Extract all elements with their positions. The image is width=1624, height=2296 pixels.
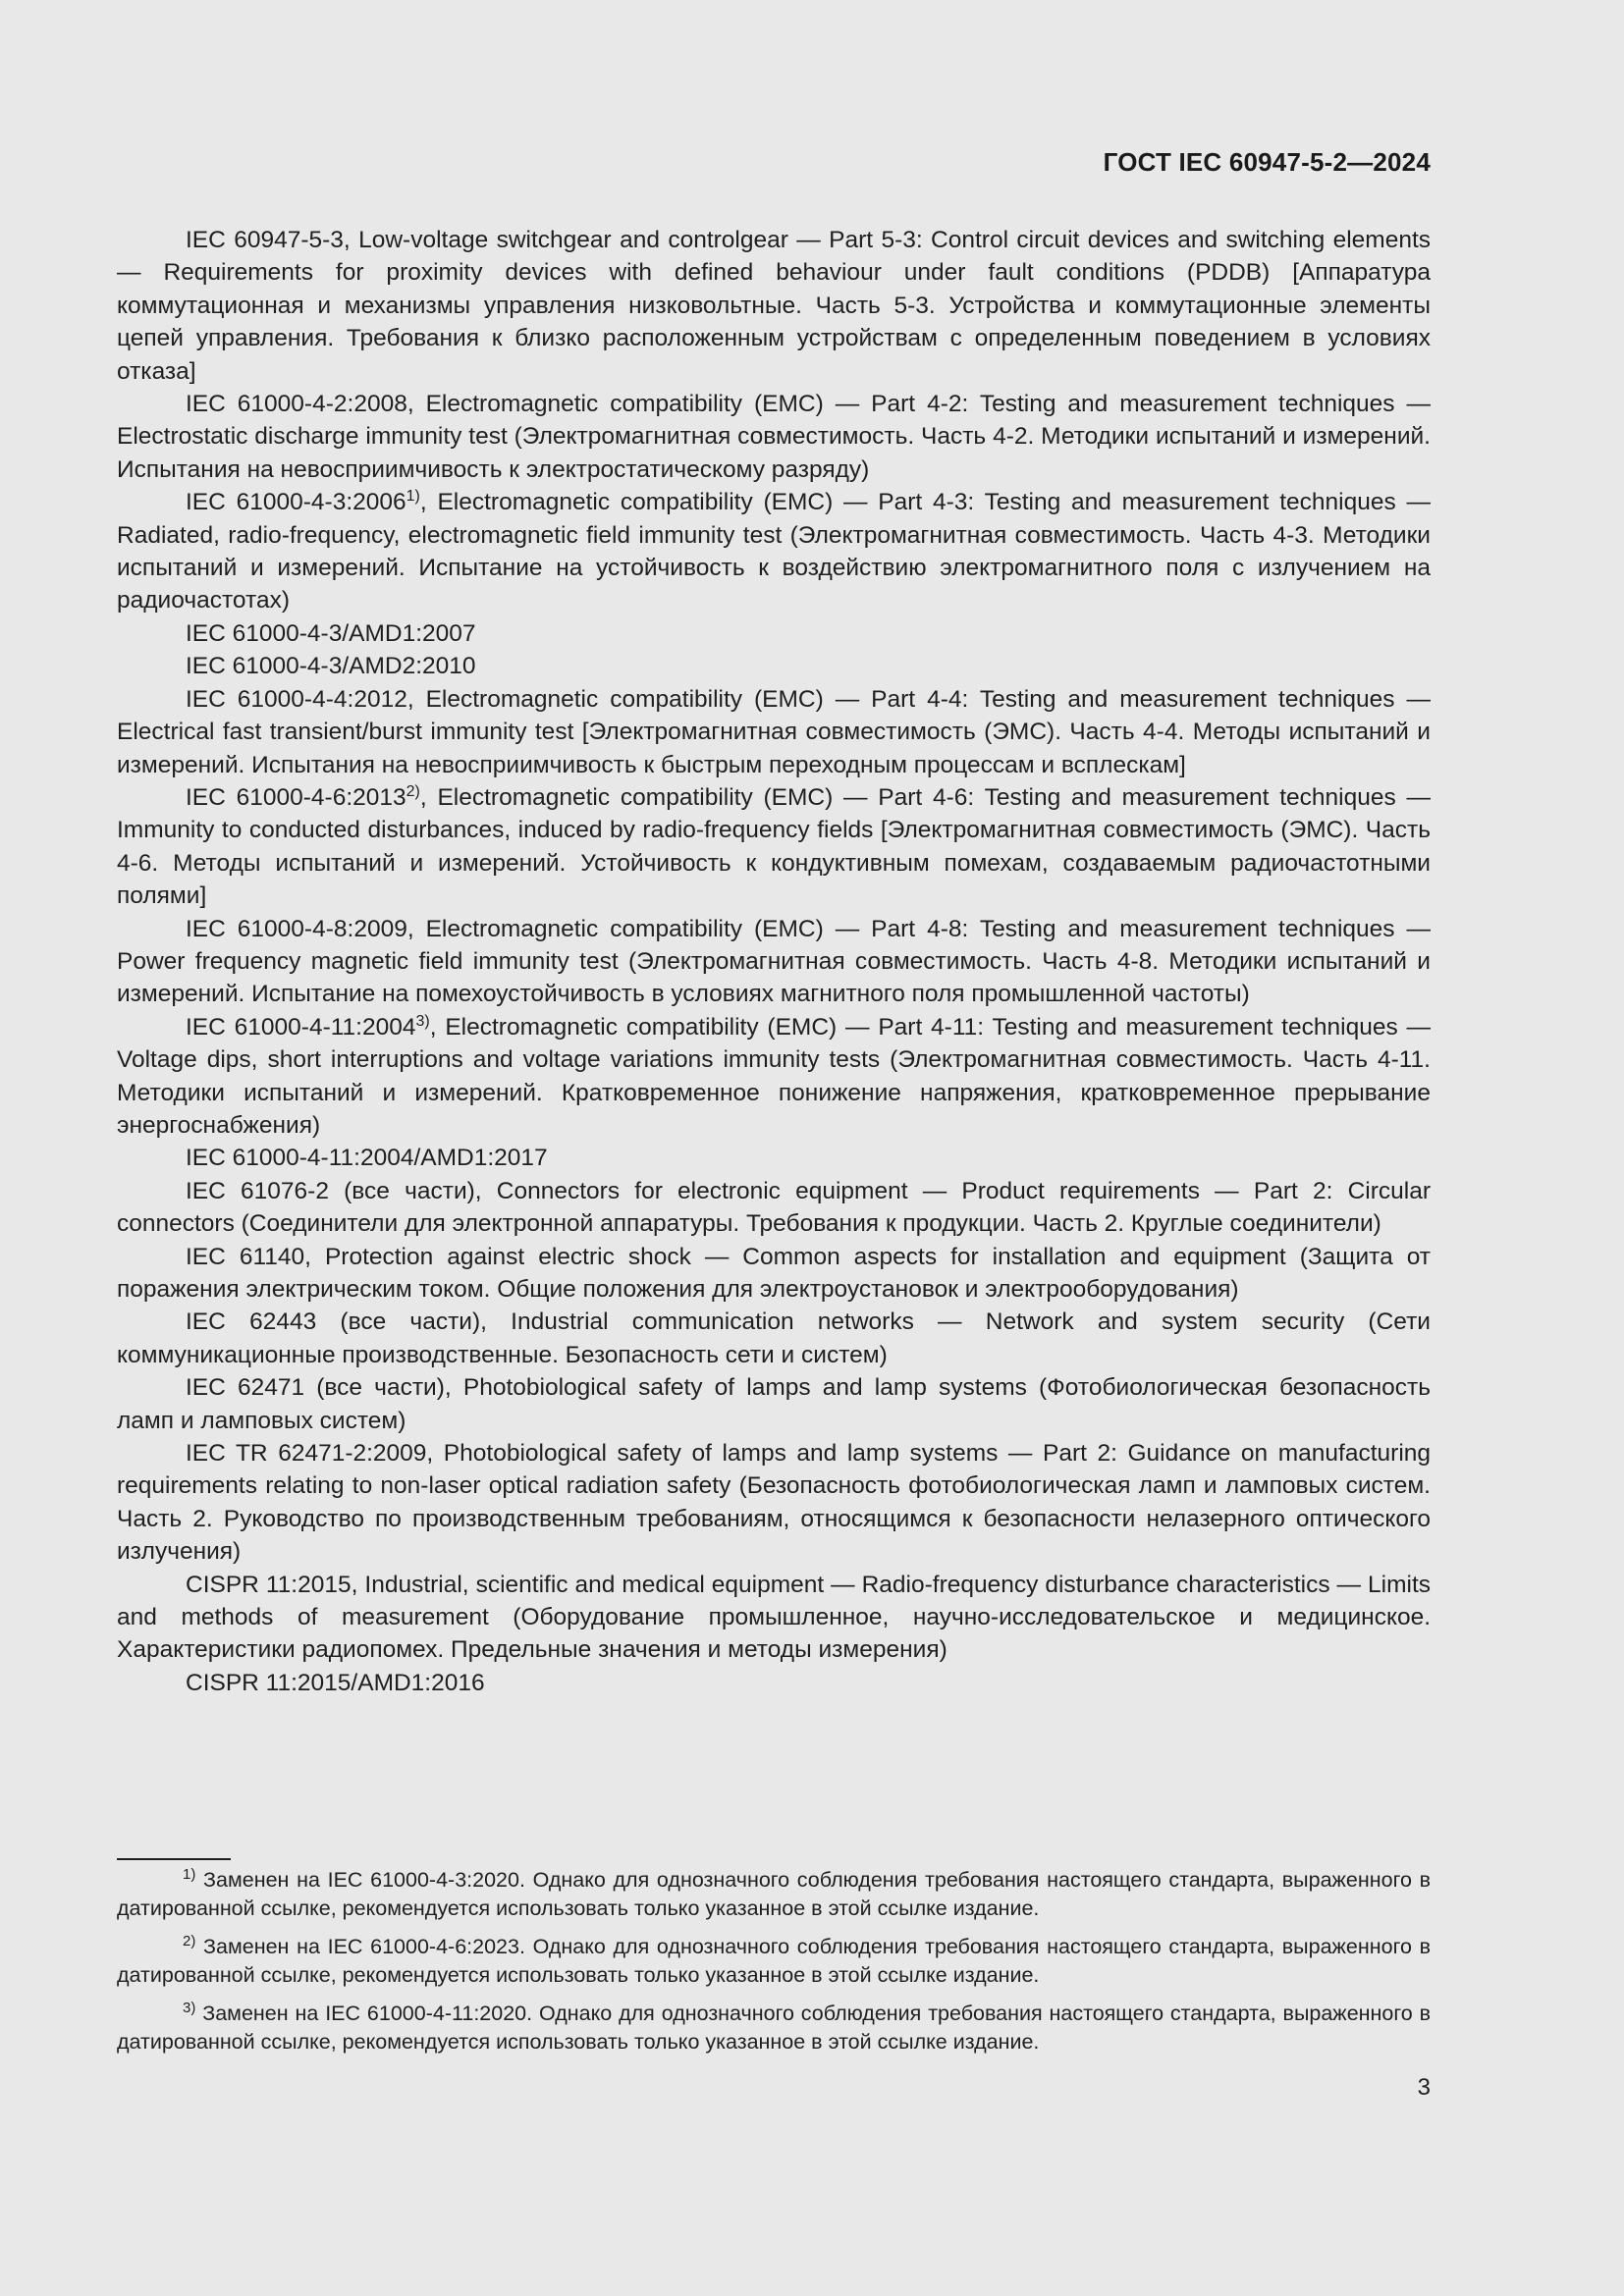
- page-header: ГОСТ IEC 60947-5-2—2024: [1103, 147, 1431, 177]
- reference-code: IEC 61000-4-3/AMD2:2010: [186, 653, 476, 680]
- reference-code: IEC 61000-4-6:2013: [186, 783, 406, 811]
- reference-code: IEC 61000-4-3:2006: [186, 489, 406, 516]
- reference-code: IEC 62443 (все части),: [186, 1308, 487, 1336]
- footnote-3: [117, 2000, 1431, 2056]
- footnote-text: Заменен на IEC 61000-4-3:2020. Однако для однозначного соблюдения требования настоящего стандарта, выраженного в датированной ссылке, рекомендуется использовать только указанное в этой ссылке издание.: [117, 1868, 1431, 1920]
- reference-item: [117, 1011, 1431, 1143]
- footnote-1: [117, 1866, 1431, 1923]
- reference-list: [117, 224, 1431, 1699]
- reference-code: IEC 61000-4-11:2004: [186, 1013, 416, 1041]
- footnote-2: [117, 1933, 1431, 1990]
- reference-code: CISPR 11:2015,: [186, 1571, 358, 1598]
- reference-text: Low-voltage switchgear and controlgear — Part 5-3: Control circuit devices and switching elements — Requirements for proximity devices with defined behaviour under fault conditions (PDDB) [Аппаратура коммутационная и механизмы управления низковольтные. Часть 5-3. Устройства и коммутационные элементы цепей управления. Требования к близко расположенным устройствам с определенным поведением в условиях отказа]: [117, 227, 1431, 385]
- footnotes: [117, 1858, 1431, 2066]
- reference-item: [117, 1142, 1431, 1174]
- reference-code: IEC 61076-2 (все части),: [186, 1177, 482, 1204]
- reference-item: [117, 486, 1431, 617]
- page-number: 3: [1417, 2074, 1431, 2101]
- footnote-text: Заменен на IEC 61000-4-11:2020. Однако для однозначного соблюдения требования настоящего стандарта, выраженного в датированной ссылке, рекомендуется использовать только указанное в этой ссылке издание.: [117, 2002, 1431, 2054]
- reference-text: Photobiological safety of lamps and lamp systems (Фотобиологическая безопасность ламп и ламповых систем): [117, 1374, 1431, 1434]
- reference-item: [117, 1241, 1431, 1307]
- reference-item: [117, 683, 1431, 781]
- reference-text: , Electromagnetic compatibility (EMC) — Part 4-6: Testing and measurement techniques — Immunity to conducted disturbances, induced by radio-frequency fields [Электромагнитная совместимость (ЭМС). Часть 4-6. Методы испытаний и измерений. Устойчивость к кондуктивным помехам, создаваемым радиочастотными полями]: [117, 783, 1431, 910]
- footnote-mark: 1): [183, 1865, 196, 1883]
- reference-text: , Electromagnetic compatibility (EMC) — Part 4-11: Testing and measurement techniques — Voltage dips, short interruptions and voltage variations immunity tests (Электромагнитная совместимость. Часть 4-11. Методики испытаний и измерений. Кратковременное понижение напряжения, кратковременное прерывание энергоснабжения): [117, 1013, 1432, 1139]
- reference-text: Electromagnetic compatibility (EMC) — Part 4-2: Testing and measurement techniques — Electrostatic discharge immunity test (Электромагнитная совместимость. Часть 4-2. Методики испытаний и измерений. Испытания на невосприимчивость к электростатическому разряду): [117, 391, 1431, 483]
- reference-item: [117, 617, 1431, 650]
- footnote-text: Заменен на IEC 61000-4-6:2023. Однако для однозначного соблюдения требования настоящего стандарта, выраженного в датированной ссылке, рекомендуется использовать только указанное в этой ссылке издание.: [117, 1935, 1431, 1987]
- reference-code: IEC 61000-4-8:2009,: [186, 915, 414, 942]
- reference-text: Connectors for electronic equipment — Product requirements — Part 2: Circular connectors (Соединители для электронной аппаратуры. Требования к продукции. Часть 2. Круглые соединители): [117, 1177, 1431, 1238]
- reference-text: , Electromagnetic compatibility (EMC) — Part 4-3: Testing and measurement techniques — Radiated, radio-frequency, electromagnetic field immunity test (Электромагнитная совместимость. Часть 4-3. Методики испытаний и измерений. Испытание на устойчивость к воздействию электромагнитного поля с излучением на радиочастотах): [117, 489, 1431, 614]
- reference-code: IEC 61140,: [186, 1243, 311, 1270]
- reference-item: [117, 913, 1431, 1011]
- reference-text: Protection against electric shock — Common aspects for installation and equipment (Защита от поражения электрическим током. Общие положения для электроустановок и электрооборудования): [117, 1243, 1431, 1303]
- footnote-divider: [117, 1858, 231, 1860]
- reference-code: IEC 61000-4-11:2004/AMD1:2017: [186, 1145, 548, 1172]
- reference-code: IEC 61000-4-2:2008,: [186, 391, 414, 418]
- reference-code: IEC TR 62471-2:2009,: [186, 1440, 434, 1468]
- reference-item: [117, 388, 1431, 486]
- reference-item: [117, 1175, 1431, 1241]
- reference-item: [117, 1371, 1431, 1437]
- reference-text: Industrial communication networks — Network and system security (Сети коммуникационные производственные. Безопасность сети и систем): [117, 1308, 1431, 1368]
- reference-item: [117, 650, 1431, 682]
- reference-code: CISPR 11:2015/AMD1:2016: [186, 1669, 485, 1696]
- reference-item: [117, 781, 1431, 913]
- reference-text: Electromagnetic compatibility (EMC) — Part 4-4: Testing and measurement techniques — Electrical fast transient/burst immunity test [Электромагнитная совместимость (ЭМС). Часть 4-4. Методы испытаний и измерений. Испытания на невосприимчивость к быстрым переходным процессам и всплескам]: [117, 685, 1431, 778]
- footnote-mark: 3): [183, 1999, 196, 2016]
- reference-item: [117, 1437, 1431, 1569]
- reference-code: IEC 61000-4-3/AMD1:2007: [186, 619, 476, 647]
- reference-item: [117, 224, 1431, 388]
- footnote-marker: 3): [415, 1012, 430, 1030]
- footnote-mark: 2): [183, 1932, 196, 1949]
- reference-text: Electromagnetic compatibility (EMC) — Part 4-8: Testing and measurement techniques — Power frequency magnetic field immunity test (Электромагнитная совместимость. Часть 4-8. Методики испытаний и измерений. Испытание на помехоустойчивость в условиях магнитного поля промышленной частоты): [117, 915, 1431, 1008]
- reference-text: Industrial, scientific and medical equipment — Radio-frequency disturbance characteristics — Limits and methods of measurement (Оборудование промышленное, научно-исследовательское и медицинское. Характеристики радиопомех. Предельные значения и методы измерения): [117, 1571, 1431, 1664]
- footnote-marker: 1): [406, 488, 420, 506]
- footnote-marker: 2): [406, 782, 420, 800]
- reference-item: [117, 1667, 1431, 1699]
- reference-item: [117, 1569, 1431, 1667]
- reference-code: IEC 62471 (все части),: [186, 1374, 452, 1402]
- reference-item: [117, 1306, 1431, 1371]
- reference-code: IEC 61000-4-4:2012,: [186, 685, 414, 713]
- reference-code: IEC 60947-5-3,: [186, 227, 351, 253]
- reference-text: Photobiological safety of lamps and lamp systems — Part 2: Guidance on manufacturing requirements relating to non-laser optical radiation safety (Безопасность фотобиологическая ламп и ламповых систем. Часть 2. Руководство по производственным требованиям, относящимся к безопасности нелазерного оптического излучения): [117, 1440, 1432, 1566]
